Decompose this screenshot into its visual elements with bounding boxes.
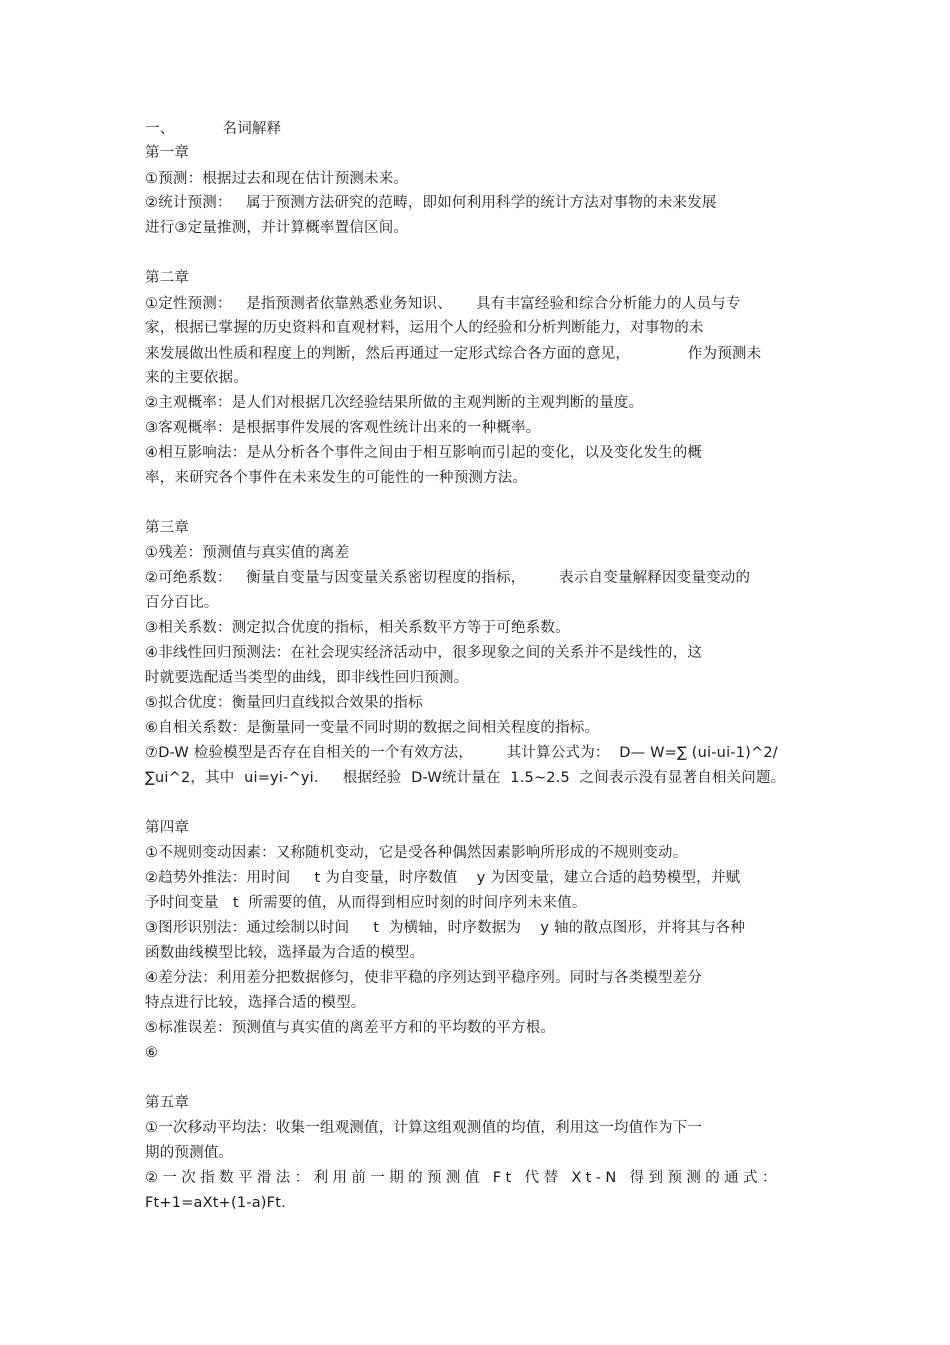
text-line: ②一次指数平滑法：利用前一期的预测值 Ft 代替 Xt-N 得到预测的通式：: [145, 1170, 781, 1186]
section-title: 一、 名词解释: [145, 121, 282, 137]
text-line: ①不规则变动因素：又称随机变动，它是受各种偶然因素影响所形成的不规则变动。: [145, 845, 688, 861]
text-line: ②统计预测： 属于预测方法研究的范畴，即如何利用科学的统计方法对事物的未来发展: [145, 195, 717, 211]
text-line: ②可绝系数： 衡量自变量与因变量关系密切程度的指标， 表示自变量解释因变量变动的: [145, 570, 751, 586]
text-line: 率，来研究各个事件在未来发生的可能性的一种预测方法。: [145, 470, 528, 486]
text-line: ④相互影响法：是从分析各个事件之间由于相互影响而引起的变化，以及变化发生的概: [145, 445, 703, 461]
text-line: ③图形识别法：通过绘制以时间 t 为横轴，时序数据为 y 轴的散点图形，并将其与各种: [145, 920, 746, 936]
text-line: ③相关系数：测定拟合优度的指标，相关系数平方等于可绝系数。: [145, 620, 570, 636]
text-line: 予时间变量 t 所需要的值，从而得到相应时刻的时间序列未来值。: [145, 895, 587, 911]
text-line: 来的主要依据。: [145, 370, 248, 386]
chapter-heading: 第五章: [145, 1095, 190, 1111]
text-line: ①预测：根据过去和现在估计预测未来。: [145, 171, 409, 187]
text-line: ②主观概率：是人们对根据几次经验结果所做的主观判断的主观判断的量度。: [145, 395, 644, 411]
chapter-heading: 第三章: [145, 520, 190, 536]
text-line: 家，根据已掌握的历史资料和直观材料，运用个人的经验和分析判断能力，对事物的未: [145, 320, 704, 336]
text-line: Ft+1=aXt+(1-a)Ft.: [145, 1195, 286, 1211]
text-line: ⑤拟合优度：衡量回归直线拟合效果的指标: [145, 695, 423, 711]
text-line: ⑦D-W 检验模型是否存在自相关的一个有效方法， 其计算公式为： D— W=∑ (ui-ui-1)^2/: [145, 745, 778, 761]
text-line: 进行③定量推测，并计算概率置信区间。: [145, 220, 409, 236]
text-line: 特点进行比较，选择合适的模型。: [145, 995, 366, 1011]
text-line: ⑤标准误差：预测值与真实值的离差平方和的平均数的平方根。: [145, 1020, 556, 1036]
text-line: ②趋势外推法：用时间 t 为自变量，时序数值 y 为因变量，建立合适的趋势模型，并赋: [145, 870, 741, 886]
text-line: ④非线性回归预测法：在社会现实经济活动中，很多现象之间的关系并不是线性的，这: [145, 645, 703, 661]
text-line: 来发展做出性质和程度上的判断，然后再通过一定形式综合各方面的意见， 作为预测未: [145, 346, 762, 362]
text-line: ④差分法：利用差分把数据修匀，使非平稳的序列达到平稳序列。同时与各类模型差分: [145, 970, 703, 986]
chapter-heading: 第二章: [145, 270, 190, 286]
chapter-heading: 第四章: [145, 820, 190, 836]
text-line: ①定性预测： 是指预测者依靠熟悉业务知识、 具有丰富经验和综合分析能力的人员与专: [145, 296, 741, 312]
text-line: ①残差：预测值与真实值的离差: [145, 545, 350, 561]
text-line: 期的预测值。: [145, 1145, 234, 1161]
text-line: ⑥: [145, 1045, 159, 1061]
text-line: 百分百比。: [145, 595, 219, 611]
text-line: ∑ui^2，其中 ui=yi-^yi. 根据经验 D-W统计量在 1.5~2.5 之间表示没有显著自相关问题。: [145, 770, 786, 786]
chapter-heading: 第一章: [145, 145, 190, 161]
text-line: 时就要选配适当类型的曲线，即非线性回归预测。: [145, 670, 469, 686]
text-line: ⑥自相关系数：是衡量同一变量不同时期的数据之间相关程度的指标。: [145, 720, 600, 736]
text-line: ①一次移动平均法：收集一组观测值，计算这组观测值的均值，利用这一均值作为下一: [145, 1120, 703, 1136]
text-line: ③客观概率：是根据事件发展的客观性统计出来的一种概率。: [145, 420, 541, 436]
text-line: 函数曲线模型比较，选择最为合适的模型。: [145, 945, 425, 961]
